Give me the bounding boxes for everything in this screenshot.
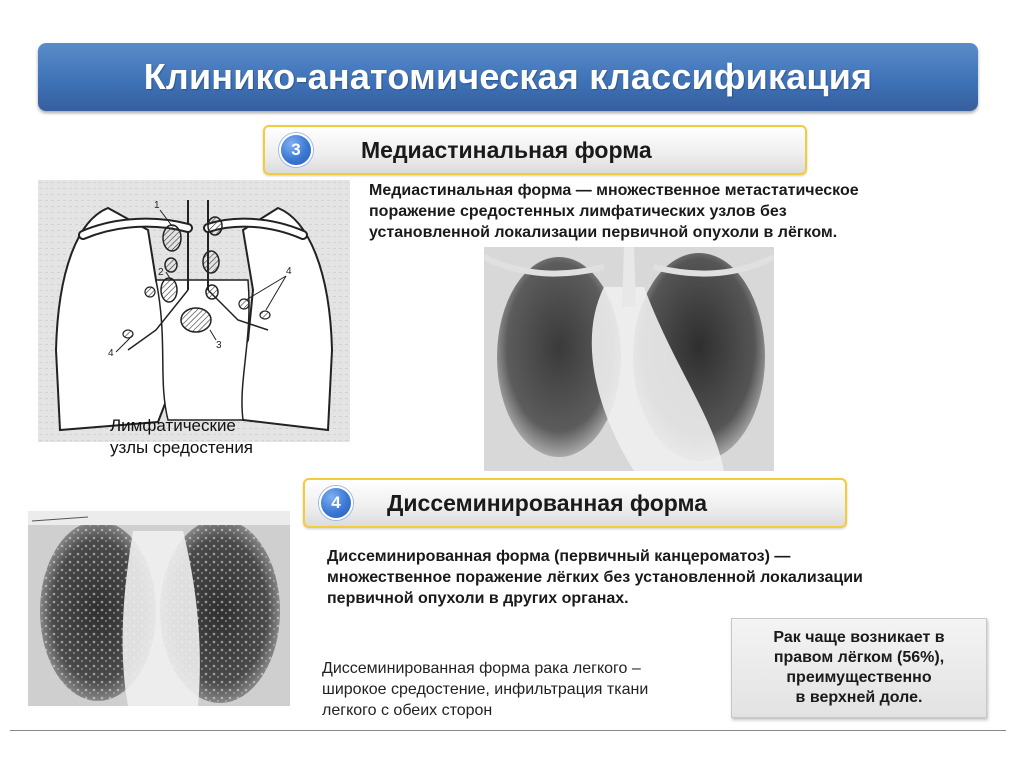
disseminated-description	[327, 546, 987, 609]
caption-line: широкое средостение, инфильтрация ткани	[322, 681, 649, 698]
section-header-mediastinal	[263, 125, 807, 175]
note-line: правом лёгком (56%),	[773, 649, 945, 666]
diagram-mark: 4	[108, 348, 114, 359]
diagram-mark: 2	[158, 267, 164, 278]
description-line: поражение средостенных лимфатических узлов без	[369, 203, 787, 220]
caption-line: узлы средостения	[110, 438, 254, 457]
mediastinal-xray-image	[484, 247, 774, 471]
mediastinal-description	[369, 180, 969, 243]
diagram-mark: 1	[154, 200, 160, 211]
description-line: множественное поражение лёгких без установленной локализации	[327, 569, 863, 586]
diagram-caption	[110, 415, 253, 459]
diagram-mark: 4	[286, 266, 292, 277]
caption-line: Лимфатические	[110, 416, 236, 435]
note-line: в верхней доле.	[795, 689, 923, 706]
lymph-node-diagram	[38, 180, 350, 442]
page-title: Клинико-анатомическая классификация	[143, 56, 873, 97]
section-title: Медиастинальная форма	[361, 136, 652, 163]
diagram-mark: 3	[216, 340, 222, 351]
xray-caption	[322, 658, 648, 721]
description-line: первичной опухоли в других органах.	[327, 590, 629, 607]
caption-line: легкого с обеих сторон	[322, 702, 493, 719]
section-number-badge: 3	[279, 133, 313, 167]
xray-drawing	[28, 511, 290, 706]
bottom-divider	[10, 730, 1006, 731]
note-line: Рак чаще возникает в	[773, 629, 945, 646]
xray-drawing	[484, 247, 774, 471]
section-header-disseminated	[303, 478, 847, 528]
caption-line: Диссеминированная форма рака легкого –	[322, 660, 641, 677]
description-line: установленной локализации первичной опухоли в лёгком.	[369, 224, 838, 241]
note-line: преимущественно	[786, 669, 932, 686]
section-title: Диссеминированная форма	[387, 489, 708, 516]
statistics-note-box	[731, 618, 987, 718]
lung-diagram-drawing	[38, 180, 350, 442]
description-line: Диссеминированная форма (первичный канцероматоз) —	[327, 548, 791, 565]
section-number-badge: 4	[319, 486, 353, 520]
description-line: Медиастинальная форма — множественное метастатическое	[369, 182, 859, 199]
title-banner	[38, 43, 978, 111]
disseminated-xray-image	[28, 511, 290, 706]
